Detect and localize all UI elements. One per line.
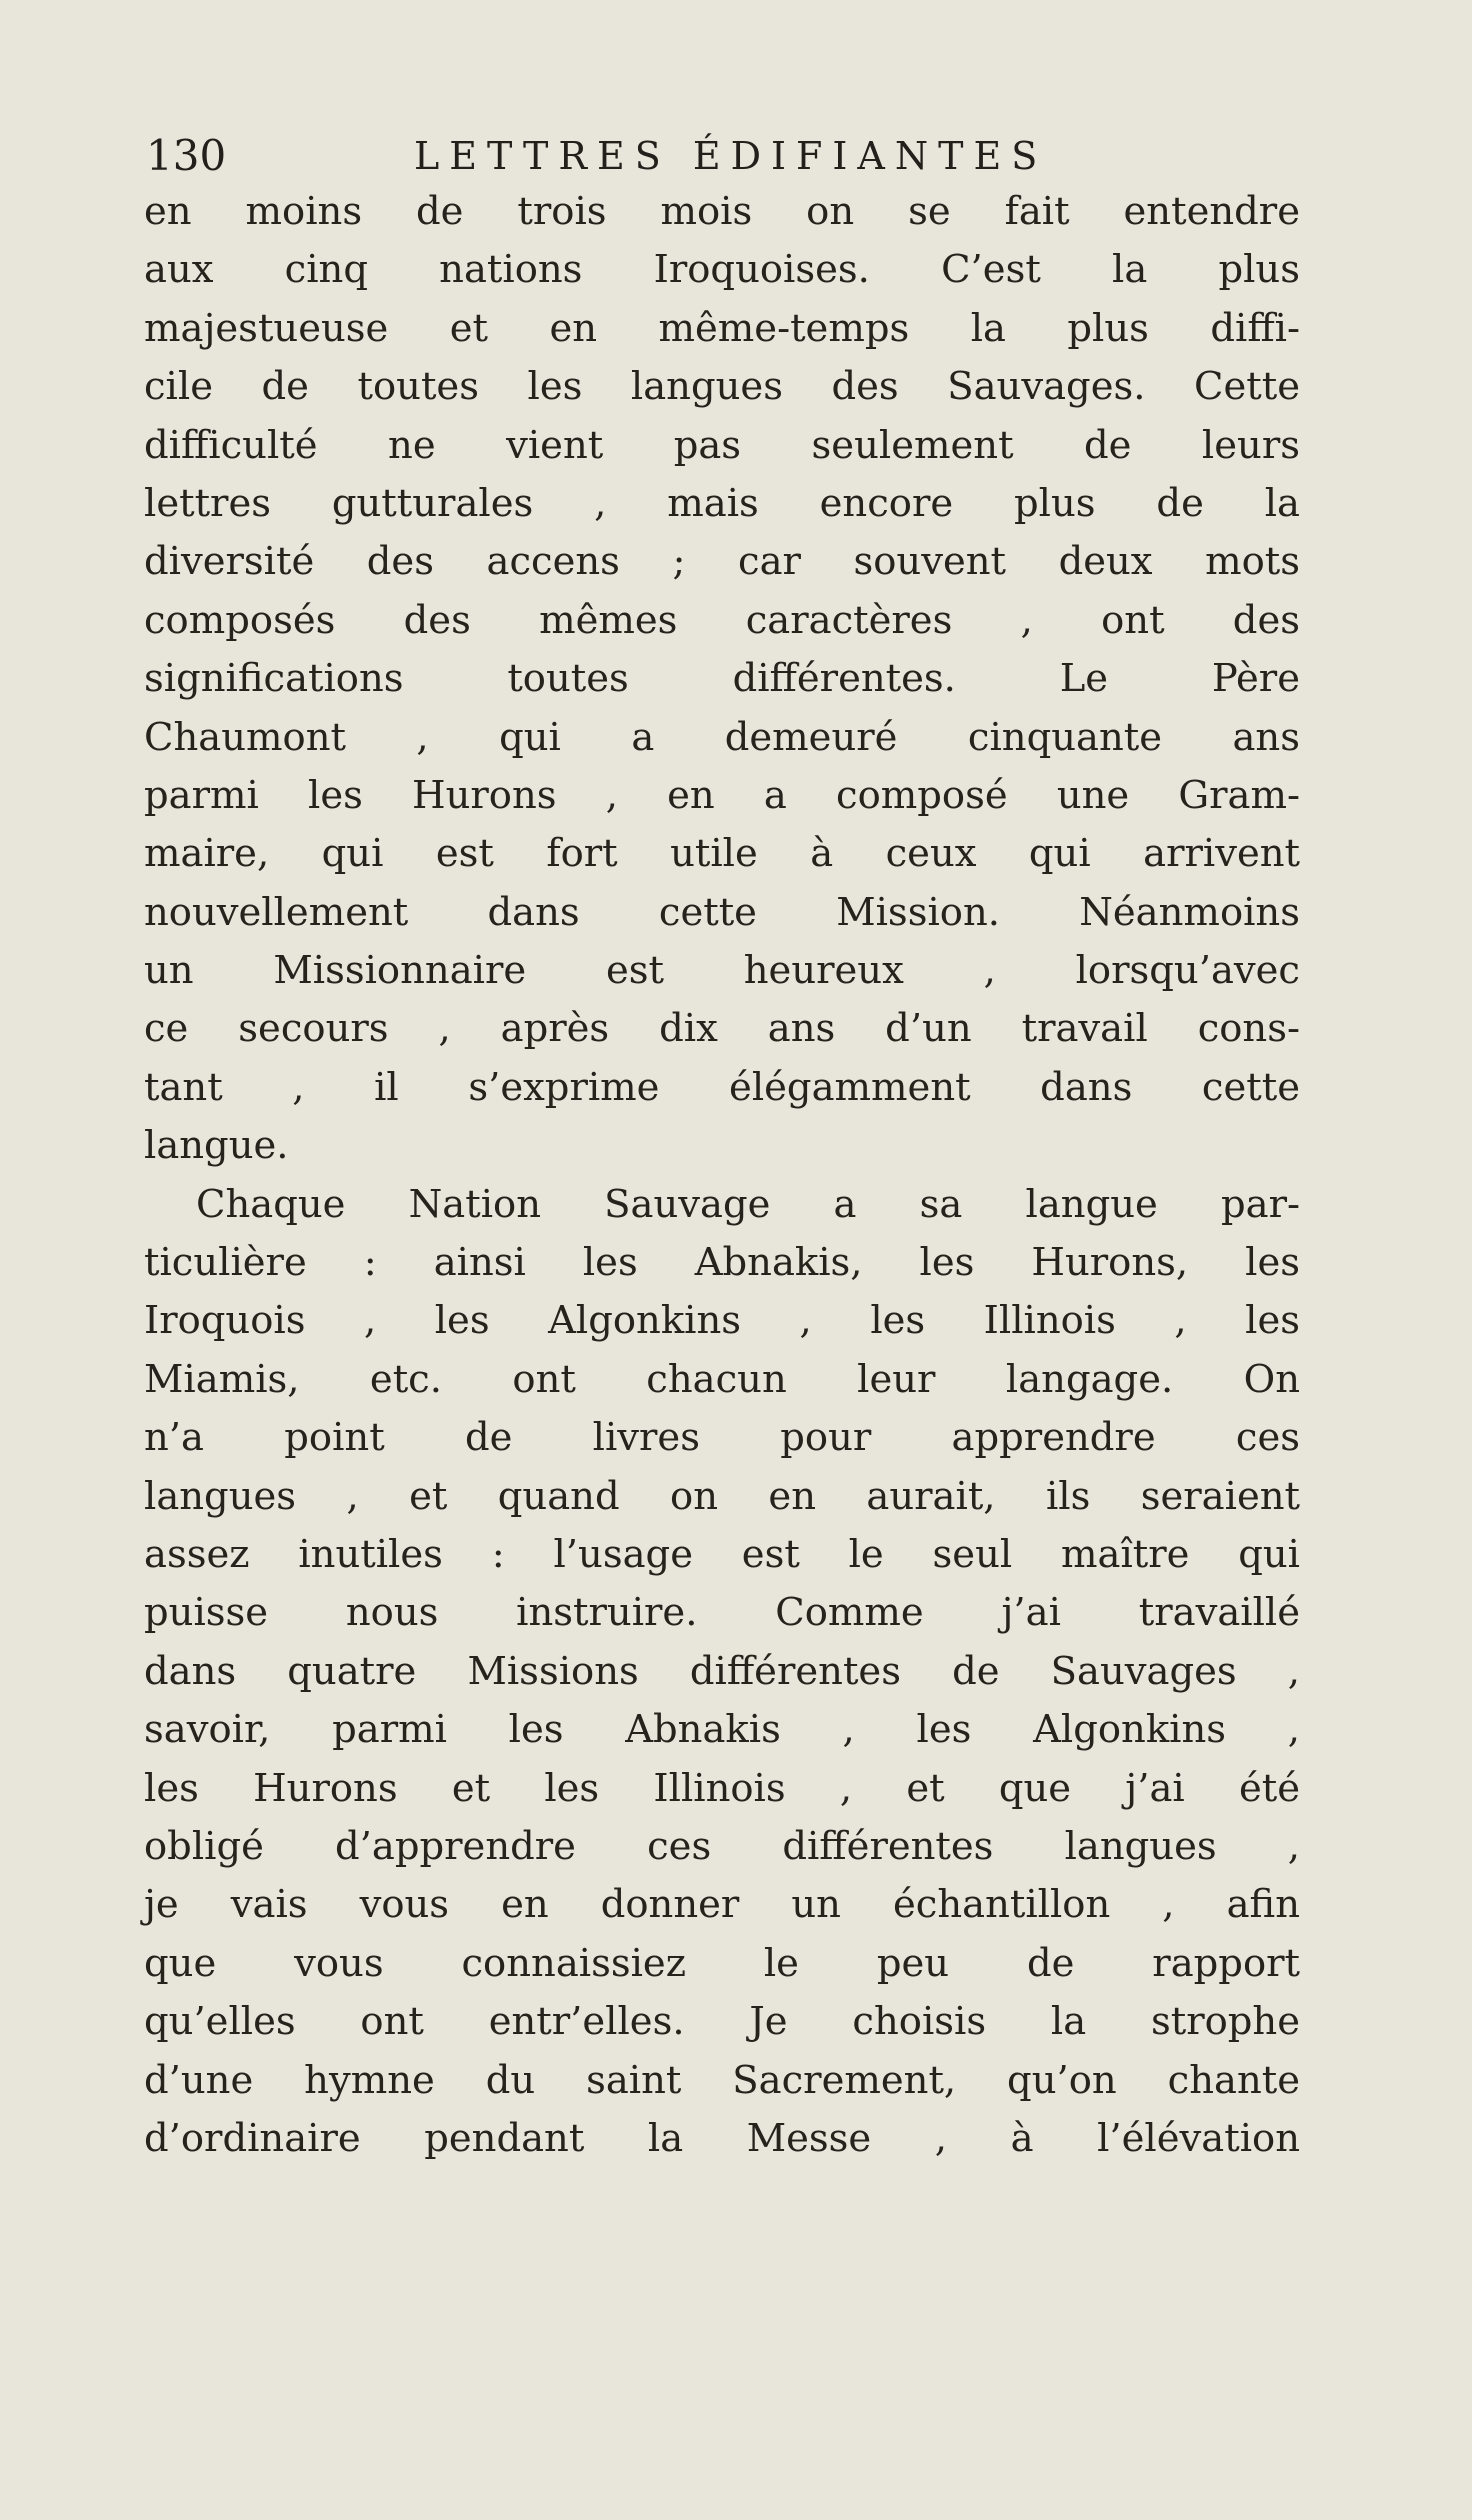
text-line: savoir, parmi les Abnakis , les Algonkins ,	[144, 1707, 1300, 1753]
text-line: langues , et quand on en aurait, ils seraient	[144, 1473, 1300, 1519]
text-line: nouvellement dans cette Mission. Néanmoins	[144, 889, 1300, 935]
page-header	[146, 128, 1306, 184]
text-line: d’une hymne du saint Sacrement, qu’on chante	[144, 2057, 1300, 2103]
text-line: composés des mêmes caractères , ont des	[144, 597, 1300, 643]
text-line: ce secours , après dix ans d’un travail cons-	[144, 1006, 1300, 1052]
text-line: majestueuse et en même-temps la plus diffi-	[144, 305, 1300, 351]
paragraph-end-line: langue.	[144, 1123, 289, 1169]
text-line: que vous connaissiez le peu de rapport	[144, 1940, 1300, 1986]
text-line: cile de toutes les langues des Sauvages. Cette	[144, 364, 1300, 410]
text-line: ticulière : ainsi les Abnakis, les Hurons, les	[144, 1240, 1300, 1286]
text-line: Chaumont , qui a demeuré cinquante ans	[144, 714, 1300, 760]
text-line: n’a point de livres pour apprendre ces	[144, 1415, 1300, 1461]
paragraph-start-line: Chaque Nation Sauvage a sa langue par-	[196, 1181, 1300, 1227]
text-line: puisse nous instruire. Comme j’ai travaillé	[144, 1590, 1300, 1636]
text-line: parmi les Hurons , en a composé une Gram-	[144, 772, 1300, 818]
text-line: diversité des accens ; car souvent deux mots	[144, 539, 1300, 585]
body-text	[144, 183, 1300, 2168]
text-line: obligé d’apprendre ces différentes langues ,	[144, 1823, 1300, 1869]
text-line: Miamis, etc. ont chacun leur langage. On	[144, 1356, 1300, 1402]
text-line: tant , il s’exprime élégamment dans cette	[144, 1064, 1300, 1110]
text-line: Iroquois , les Algonkins , les Illinois , les	[144, 1298, 1300, 1344]
text-line: aux cinq nations Iroquoises. C’est la plus	[144, 247, 1300, 293]
page-number: 130	[146, 131, 227, 180]
text-line: un Missionnaire est heureux , lorsqu’avec	[144, 948, 1300, 994]
text-line: d’ordinaire pendant la Messe , à l’élévation	[144, 2115, 1300, 2161]
text-line: assez inutiles : l’usage est le seul maître qui	[144, 1531, 1300, 1577]
text-line: dans quatre Missions différentes de Sauvages ,	[144, 1648, 1300, 1694]
text-line: en moins de trois mois on se fait entendre	[144, 189, 1300, 234]
text-line: lettres gutturales , mais encore plus de la	[144, 480, 1300, 526]
text-line: je vais vous en donner un échantillon , afin	[144, 1882, 1300, 1928]
text-line: difficulté ne vient pas seulement de leurs	[144, 422, 1300, 468]
text-line: les Hurons et les Illinois , et que j’ai été	[144, 1765, 1300, 1811]
running-title: LETTRES ÉDIFIANTES	[414, 134, 1048, 178]
text-line: maire, qui est fort utile à ceux qui arrivent	[144, 831, 1300, 877]
text-line: significations toutes différentes. Le Père	[144, 656, 1300, 702]
text-line: qu’elles ont entr’elles. Je choisis la strophe	[144, 1999, 1300, 2045]
